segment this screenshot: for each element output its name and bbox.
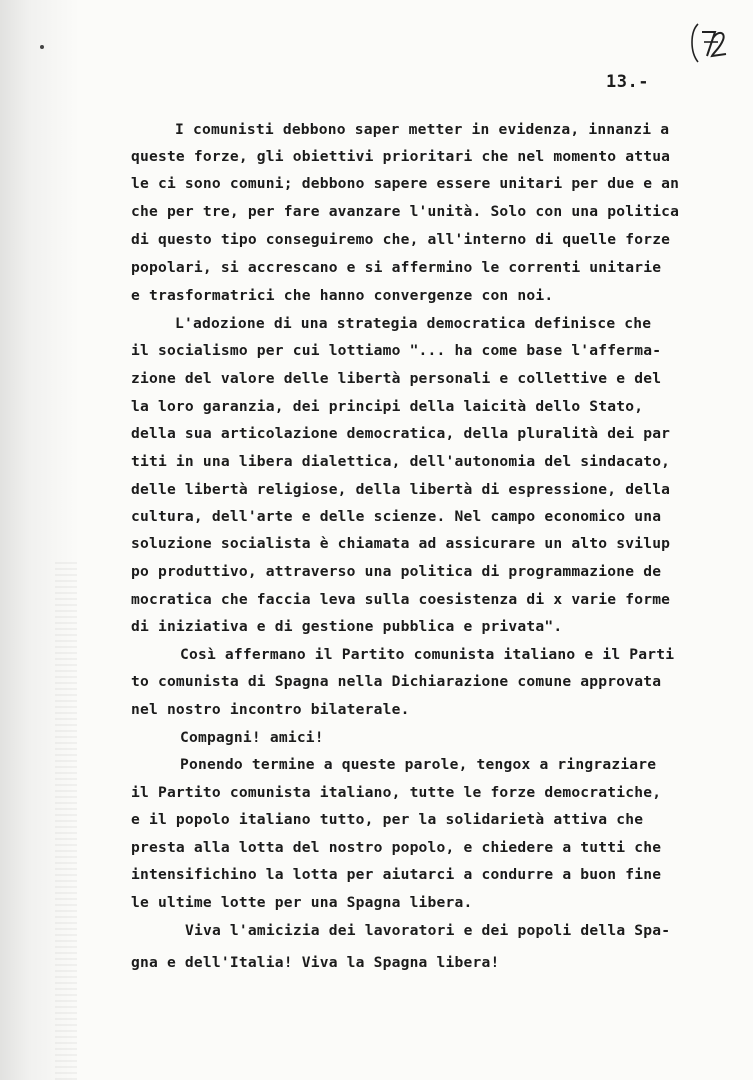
text-line: le ci sono comuni; debbono sapere essere unitari per due e an	[131, 175, 680, 192]
scan-left-edge-speckle	[55, 560, 77, 1080]
folio-stamp	[688, 18, 730, 66]
text-line: e il popolo italiano tutto, per la solidarietà attiva che	[131, 811, 644, 828]
text-line: della sua articolazione democratica, della pluralità dei par	[131, 425, 671, 442]
text-line: to comunista di Spagna nella Dichiarazione comune approvata	[131, 673, 662, 690]
text-line: zione del valore delle libertà personali e collettive e del	[131, 370, 662, 387]
text-line: soluzione socialista è chiamata ad assicurare un alto svilup	[131, 535, 671, 552]
text-line: gna e dell'Italia! Viva la Spagna libera!	[131, 954, 500, 971]
text-line: Viva l'amicizia dei lavoratori e dei popoli della Spa-	[185, 922, 671, 939]
text-line: che per tre, per fare avanzare l'unità. Solo con una politica	[131, 203, 680, 220]
text-line: Ponendo termine a queste parole, tengox a ringraziare	[180, 756, 657, 773]
text-line: di questo tipo conseguiremo che, all'interno di quelle forze	[131, 231, 671, 248]
text-line: la loro garanzia, dei principi della laicità dello Stato,	[131, 398, 644, 415]
text-line: popolari, si accrescano e si affermino le correnti unitarie	[131, 259, 662, 276]
text-line: presta alla lotta del nostro popolo, e chiedere a tutti che	[131, 839, 662, 856]
text-line: il Partito comunista italiano, tutte le forze democratiche,	[131, 784, 662, 801]
text-line: titi in una libera dialettica, dell'autonomia del sindacato,	[131, 453, 671, 470]
text-line: le ultime lotte per una Spagna libera.	[131, 894, 473, 911]
text-line: L'adozione di una strategia democratica definisce che	[175, 315, 652, 332]
text-line: mocratica che faccia leva sulla coesistenza di x varie forme	[131, 591, 671, 608]
handwritten-folio-number	[688, 18, 730, 66]
text-line: po produttivo, attraverso una politica di programmazione de	[131, 563, 662, 580]
text-line: il socialismo per cui lottiamo "... ha come base l'afferma-	[131, 342, 662, 359]
text-line: Così affermano il Partito comunista italiano e il Parti	[180, 646, 675, 663]
text-line: I comunisti debbono saper metter in evidenza, innanzi a	[175, 121, 670, 138]
text-line: cultura, dell'arte e delle scienze. Nel campo economico una	[131, 508, 662, 525]
text-line: di iniziativa e di gestione pubblica e privata".	[131, 618, 563, 635]
text-line: e trasformatrici che hanno convergenze con noi.	[131, 287, 554, 304]
text-line: queste forze, gli obiettivi prioritari che nel momento attua	[131, 148, 671, 165]
scan-dot	[40, 45, 44, 49]
page-number: 13.-	[606, 72, 649, 92]
text-line: delle libertà religiose, della libertà di espressione, della	[131, 481, 671, 498]
text-line: Compagni! amici!	[180, 729, 324, 746]
text-line: intensifichino la lotta per aiutarci a condurre a buon fine	[131, 866, 662, 883]
text-line: nel nostro incontro bilaterale.	[131, 701, 410, 718]
